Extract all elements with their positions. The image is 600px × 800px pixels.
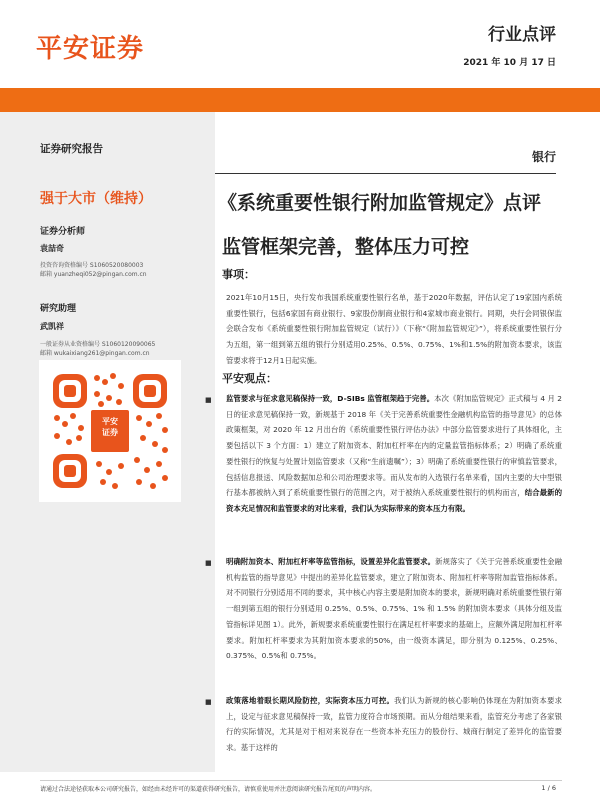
qr-logo-text-1: 平安: [102, 417, 118, 426]
analyst-cert: 投资咨询资格编号 S1060520080003: [40, 262, 144, 269]
qr-code[interactable]: [39, 360, 181, 502]
view-3-body: 我们认为新规的核心影响仍体现在为附加资本要求上，设定与征求意见稿保持一致，监管力度符合市场预期。而从分组结果来看，监管充分考虑了各家银行的实际情况，尤其是对于相对来说存在一些资本补充压力的股份行、城商行制定了差异化的监管要求。基于这样的: [226, 696, 562, 753]
industry-rating: 强于大市（维持）: [40, 191, 152, 207]
events-paragraph: 2021年10月15日，央行发布我国系统重要性银行名单，基于2020年数据，评估认定了19家国内系统重要性银行，包括6家国有商业银行、9家股份制商业银行和4家城市商业银行。同期，央行会同银保监会联合发布《系统重要性银行附加监管规定（试行）》（下称“《附加监管规定》”），将系统重要性银行分为五组，第一组到第五组的银行分别适用0.25%、0.5%、0.75%、1%和1.5%的附加资本要求，该监管要求将于12月1日起实施。: [226, 293, 562, 365]
qr-logo: [89, 408, 131, 454]
report-subtitle: 监管框架完善，整体压力可控: [222, 236, 470, 258]
view-1-body: 本次《附加监管规定》正式稿与 4 月 2 日的征求意见稿保持一致，新规基于 2018 年《关于完善系统重要性金融机构监管的指导意见》的总体政策框架，对 2020 年 12 月出台的《系统重要性银行评估办法》中部分监管要求进行了具体细化，主要包括以下 3 个方面：1）建立了附加资本、附加杠杆率在内的定量监管指标体系；2）明确了系统重要性银行的恢复与处置计划监管要求（又称“生前遗嘱”）；3）明确了系统重要性银行的审慎监管要求，包括信息报送、风险数据加总和公司治理要求等。而从发布的入选银行名单来看，国内主要的大中型银行基本都被纳入到了系统重要性银行的范围之内，对于被纳入系统重要性银行的机构而言，: [226, 394, 562, 498]
view-2-body: 新规落实了《关于完善系统重要性金融机构监管的指导意见》中提出的差异化监管要求，建立了附加资本、附加杠杆率等附加监管指标体系。对不同银行分别适用不同的要求，其中核心内容主要是附加资本的要求，新规明确对系统重要性银行第一组到第五组的银行分别适用 0.25%、0.5%、0.75%、1% 和 1.5% 的附加资本要求（具体分组及监管指标详见图 1）。此外，新规要求系统重要性银行在满足杠杆率要求的基础上，应额外满足附加杠杆率要求。附加杠杆率要求为其附加资本要求的50%，由一级资本满足，即分别为 0.125%、0.25%、0.375%、0.5%和 0.75%。: [226, 557, 562, 661]
view-paragraph-1: [226, 391, 562, 517]
view-1-conclusion: 结合最新的资本充足情况和监管要求的对比来看，我们认为实际带来的资本压力有限。: [226, 488, 562, 513]
view-1-lead: 监管要求与征求意见稿保持一致，D-SIBs 监管框架趋于完善。: [226, 394, 435, 403]
report-header: [0, 0, 600, 88]
view-paragraph-3: [226, 693, 562, 771]
analyst-title: 证券分析师: [40, 227, 86, 237]
industry-label: 银行: [531, 150, 556, 164]
assistant-title: 研究助理: [40, 304, 77, 314]
bullet-square-icon: ■: [205, 559, 212, 567]
footer-disclaimer: 请通过合法途径获取本公司研究报告，如经由未经许可的渠道获得研究报告，请慎重使用并注意阅读研究报告尾页的声明内容。: [40, 786, 377, 793]
report-title: 《系统重要性银行附加监管规定》点评: [218, 192, 542, 214]
view-2-lead: 明确附加资本、附加杠杆率等监管指标，设置差异化监管要求。: [226, 557, 436, 566]
title-divider: [215, 173, 556, 174]
report-label: 证券研究报告: [40, 143, 103, 155]
bullet-square-icon: ■: [205, 698, 212, 706]
view-3-lead: 政策落地着眼长期风险防控，实际资本压力可控。: [226, 696, 395, 705]
assistant-cert: 一般证券从业资格编号 S1060120090065: [40, 341, 156, 348]
analyst-name: 袁喆奇: [40, 244, 64, 253]
assistant-name: 武凯祥: [40, 322, 64, 331]
report-date: 2021 年 10 月 17 日: [463, 58, 556, 68]
report-type: 行业点评: [488, 25, 556, 45]
brand-bar: [0, 88, 600, 112]
page-number: 1 / 6: [541, 784, 556, 792]
pingan-securities-logo: 平安证券: [36, 34, 145, 64]
analyst-email[interactable]: 邮箱 yuanzheqi052@pingan.com.cn: [40, 271, 147, 278]
events-heading: 事项：: [222, 268, 255, 281]
views-heading: 平安观点：: [222, 372, 277, 385]
bullet-square-icon: ■: [205, 396, 212, 404]
assistant-email[interactable]: 邮箱 wukaixiang261@pingan.com.cn: [40, 350, 150, 357]
view-paragraph-2: [226, 554, 562, 664]
footer-divider: [40, 780, 562, 781]
qr-logo-text-2: 证券: [102, 428, 118, 437]
